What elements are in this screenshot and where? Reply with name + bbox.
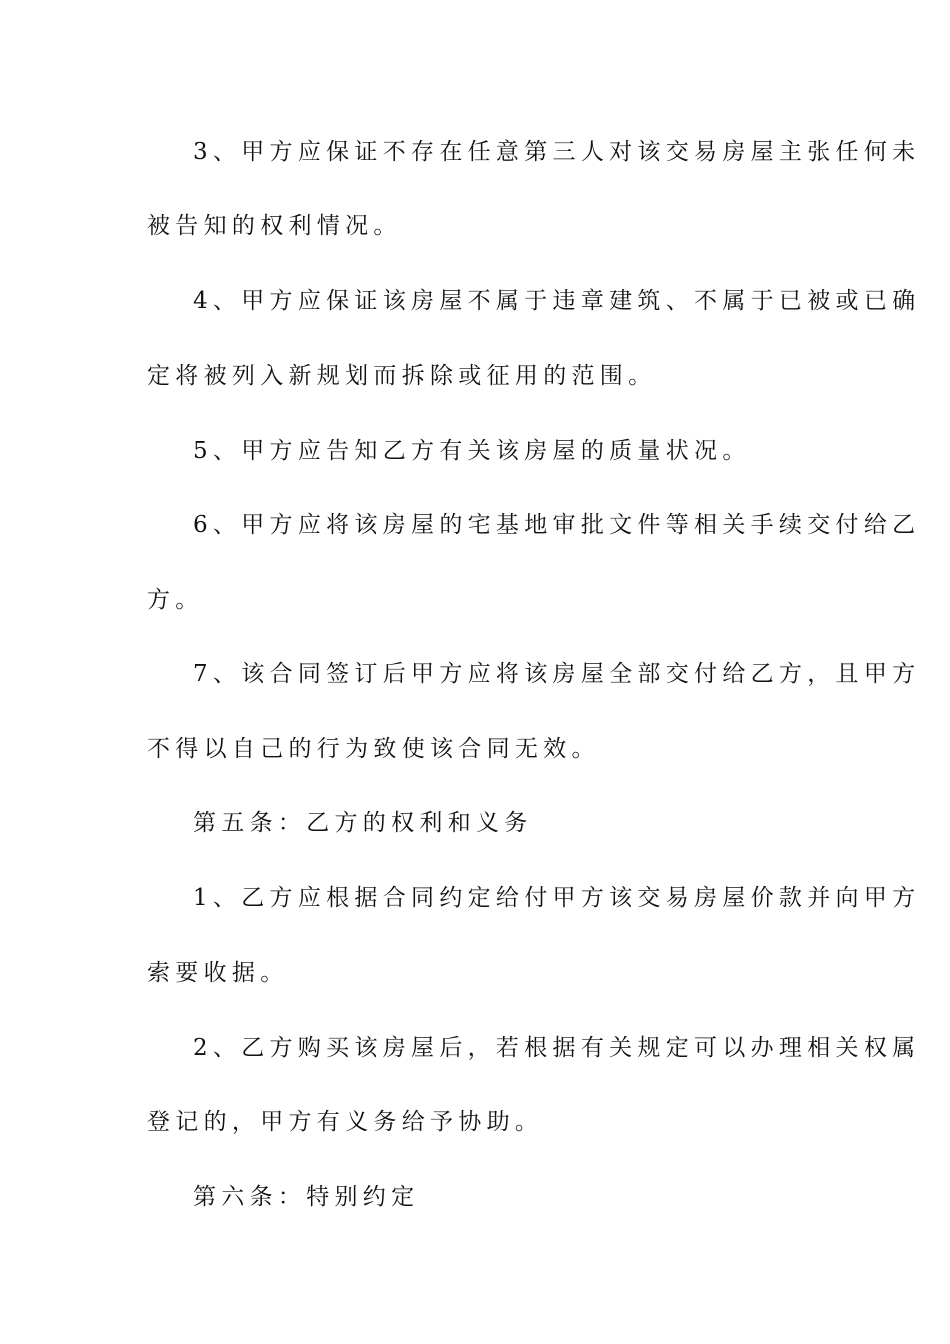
clause-4-3-line-2: 被告知的权利情况。 (147, 213, 402, 239)
clause-5-1-line-2: 索要收据。 (147, 960, 289, 986)
clause-4-3-line-1: 3、甲方应保证不存在任意第三人对该交易房屋主张任何未 (193, 139, 921, 165)
article-5-heading: 第五条：乙方的权利和义务 (193, 810, 533, 836)
clause-5-2-line-1: 2、乙方购买该房屋后，若根据有关规定可以办理相关权属 (193, 1035, 921, 1061)
clause-4-7-line-1: 7、该合同签订后甲方应将该房屋全部交付给乙方，且甲方 (193, 661, 921, 687)
clause-5-1-line-1: 1、乙方应根据合同约定给付甲方该交易房屋价款并向甲方 (193, 885, 921, 911)
clause-4-7-line-2: 不得以自己的行为致使该合同无效。 (147, 736, 600, 762)
article-6-heading: 第六条：特别约定 (193, 1184, 420, 1210)
clause-4-4-line-1: 4、甲方应保证该房屋不属于违章建筑、不属于已被或已确 (193, 288, 921, 314)
clause-4-5-line-1: 5、甲方应告知乙方有关该房屋的质量状况。 (193, 438, 751, 464)
clause-5-2-line-2: 登记的，甲方有义务给予协助。 (147, 1109, 544, 1135)
clause-4-4-line-2: 定将被列入新规划而拆除或征用的范围。 (147, 363, 657, 389)
clause-4-6-line-2: 方。 (147, 587, 204, 613)
clause-4-6-line-1: 6、甲方应将该房屋的宅基地审批文件等相关手续交付给乙 (193, 512, 921, 538)
